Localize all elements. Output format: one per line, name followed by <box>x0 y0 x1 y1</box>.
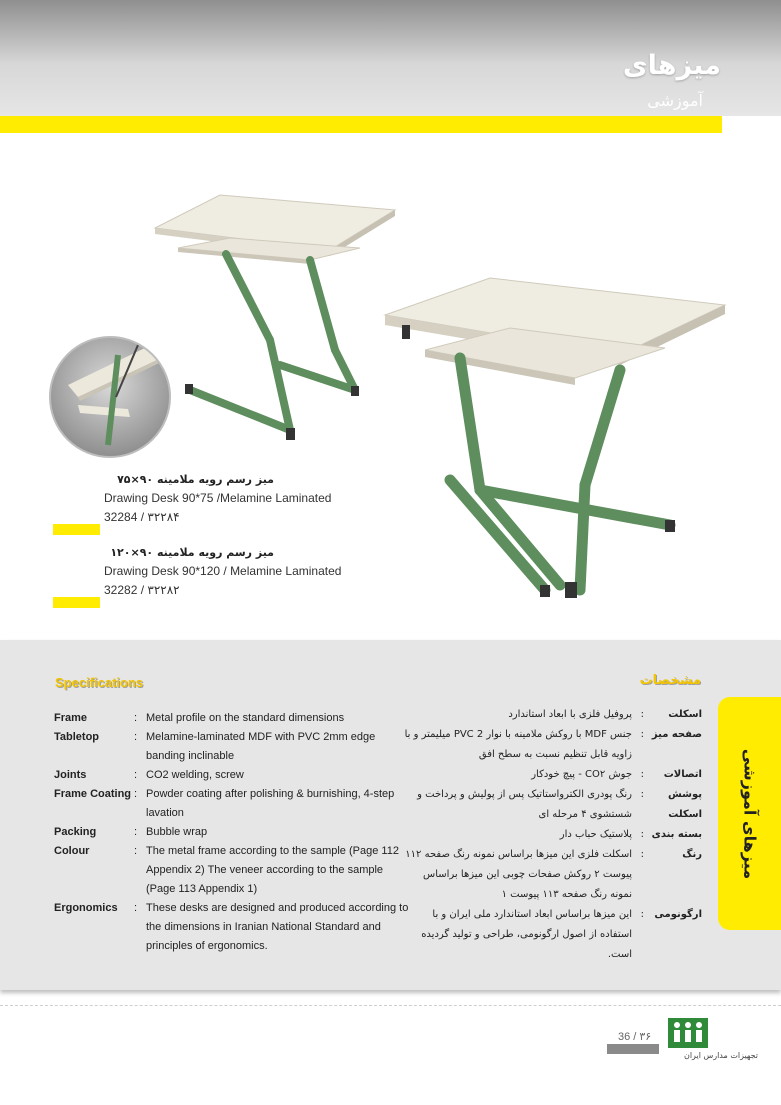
product-name-fa: میز رسم رویه ملامینه ۹۰×۷۵ <box>117 473 274 486</box>
specifications-list-en <box>54 709 409 956</box>
page-title: میزهای <box>622 50 721 81</box>
spec-row: ارگونومی : این میزها براساس ابعاد استاندارد ملی ایران و با استفاده از اصول ارگونومی، طراحی و تولید گردیده است. <box>400 905 702 965</box>
spec-value: جنس MDF با روکش ملامینه با نوار PVC 2 میلیمتر و با زاویه قابل تنظیم نسبت به سطح افق <box>404 729 632 760</box>
spec-label: Ergonomics <box>54 902 118 914</box>
spec-row: Frame : Metal profile on the standard dimensions <box>54 709 409 728</box>
spec-value: پروفیل فلزی با ابعاد استاندارد <box>508 709 632 720</box>
spec-value: اسکلت فلزی این میزها براساس نمونه رنگ صفحه ۱۱۲ پیوست ۲ روکش صفحات چوبی این میزها براساس نمونه رنگ صفحه ۱۱۳ پیوست ۱ <box>405 849 632 900</box>
spec-row: Joints : CO2 welding, screw <box>54 766 409 785</box>
side-tab-label: میزهای آموزشی <box>740 748 759 879</box>
spec-row: پوشش اسکلت : رنگ پودری الکترواستاتیک پس از پولیش و پرداخت و شستشوی ۴ مرحله ای <box>400 785 702 825</box>
spec-row: اسکلت : پروفیل فلزی با ابعاد استاندارد <box>400 705 702 725</box>
caption-accent-bar <box>53 524 100 535</box>
spec-label: پوشش اسکلت <box>668 789 702 820</box>
spec-label: Frame <box>54 712 88 724</box>
spec-label: صفحه میز <box>651 729 702 740</box>
spec-row: رنگ : اسکلت فلزی این میزها براساس نمونه رنگ صفحه ۱۱۲ پیوست ۲ روکش صفحات چوبی این میزها براساس نمونه رنگ صفحه ۱۱۳ پیوست ۱ <box>400 845 702 905</box>
product-name-en: Drawing Desk 90*120 / Melamine Laminated <box>104 564 342 578</box>
product-name-fa: میز رسم رویه ملامینه ۹۰×۱۲۰ <box>110 546 274 559</box>
caption-accent-bar <box>53 597 100 608</box>
spec-value: CO2 welding, screw <box>146 769 244 781</box>
specifications-title-fa: مشخصات <box>639 673 701 688</box>
specifications-title-en: Specifications <box>55 675 144 690</box>
specifications-list-fa <box>400 705 702 965</box>
spec-value: جوش CO۲ - پیچ خودکار <box>531 769 632 780</box>
spec-value: رنگ پودری الکترواستاتیک پس از پولیش و پرداخت و شستشوی ۴ مرحله ای <box>417 789 632 820</box>
spec-label: بسته بندی <box>651 829 702 840</box>
header-accent-bar <box>0 116 722 133</box>
spec-label: رنگ <box>682 849 702 860</box>
spec-row: Packing : Bubble wrap <box>54 823 409 842</box>
spec-label: اتصالات <box>663 769 702 780</box>
spec-value: These desks are designed and produced according to the dimensions in Iranian National Standard and principles of ergonomics. <box>146 902 409 952</box>
desk-large-image <box>380 270 730 605</box>
spec-row: اتصالات : جوش CO۲ - پیچ خودکار <box>400 765 702 785</box>
brand-name: تجهیزات مدارس ایران <box>683 1051 758 1060</box>
desk-small-image <box>130 190 400 450</box>
spec-value: Metal profile on the standard dimensions <box>146 712 345 724</box>
spec-row: بسته بندی : پلاستیک حباب دار <box>400 825 702 845</box>
spec-label: ارگونومی <box>654 909 702 920</box>
spec-value: این میزها براساس ابعاد استاندارد ملی ایران و با استفاده از اصول ارگونومی، طراحی و تولید گردیده است. <box>421 909 632 960</box>
page-header <box>0 0 781 116</box>
spec-value: Powder coating after polishing & burnishing, 4-step lavation <box>146 788 395 819</box>
spec-row: Tabletop : Melamine-laminated MDF with PVC 2mm edge banding inclinable <box>54 728 409 766</box>
product-caption-1 <box>104 473 364 524</box>
spec-label: Packing <box>54 826 97 838</box>
spec-label: Joints <box>54 769 87 781</box>
brand-logo-icon <box>668 1018 708 1048</box>
product-caption-2 <box>104 546 364 597</box>
spec-label: Tabletop <box>54 731 100 743</box>
spec-row: Ergonomics : These desks are designed and produced according to the dimensions in Iranian National Standard and principles of ergonomics. <box>54 899 409 956</box>
spec-label: Colour <box>54 845 90 857</box>
spec-label: Frame Coating <box>54 788 132 800</box>
spec-value: Bubble wrap <box>146 826 208 838</box>
product-name-en: Drawing Desk 90*75 /Melamine Laminated <box>104 491 332 505</box>
spec-row: Frame Coating : Powder coating after polishing & burnishing, 4-step lavation <box>54 785 409 823</box>
spec-row: صفحه میز : جنس MDF با روکش ملامینه با نوار PVC 2 میلیمتر و با زاویه قابل تنظیم نسبت به سطح افق <box>400 725 702 765</box>
page-number-bar <box>607 1044 659 1054</box>
footer-divider <box>0 1005 781 1006</box>
page-subtitle: آموزشی <box>647 91 703 110</box>
spec-row: Colour : The metal frame according to the sample (Page 112 Appendix 2) The veneer according to the sample (Page 113 Appendix 1) <box>54 842 409 899</box>
spec-value: Melamine-laminated MDF with PVC 2mm edge banding inclinable <box>146 731 376 762</box>
product-code: 32284 / ۳۲۲۸۴ <box>104 510 180 524</box>
spec-label: اسکلت <box>668 709 702 720</box>
page-number: 36 / ۳۶ <box>618 1031 652 1043</box>
spec-value: The metal frame according to the sample (Page 112 Appendix 2) The veneer according to the sample (Page 113 Appendix 1) <box>146 845 399 895</box>
product-code: 32282 / ۳۲۲۸۲ <box>104 583 180 597</box>
section-side-tab <box>718 697 781 930</box>
spec-value: پلاستیک حباب دار <box>559 829 632 840</box>
